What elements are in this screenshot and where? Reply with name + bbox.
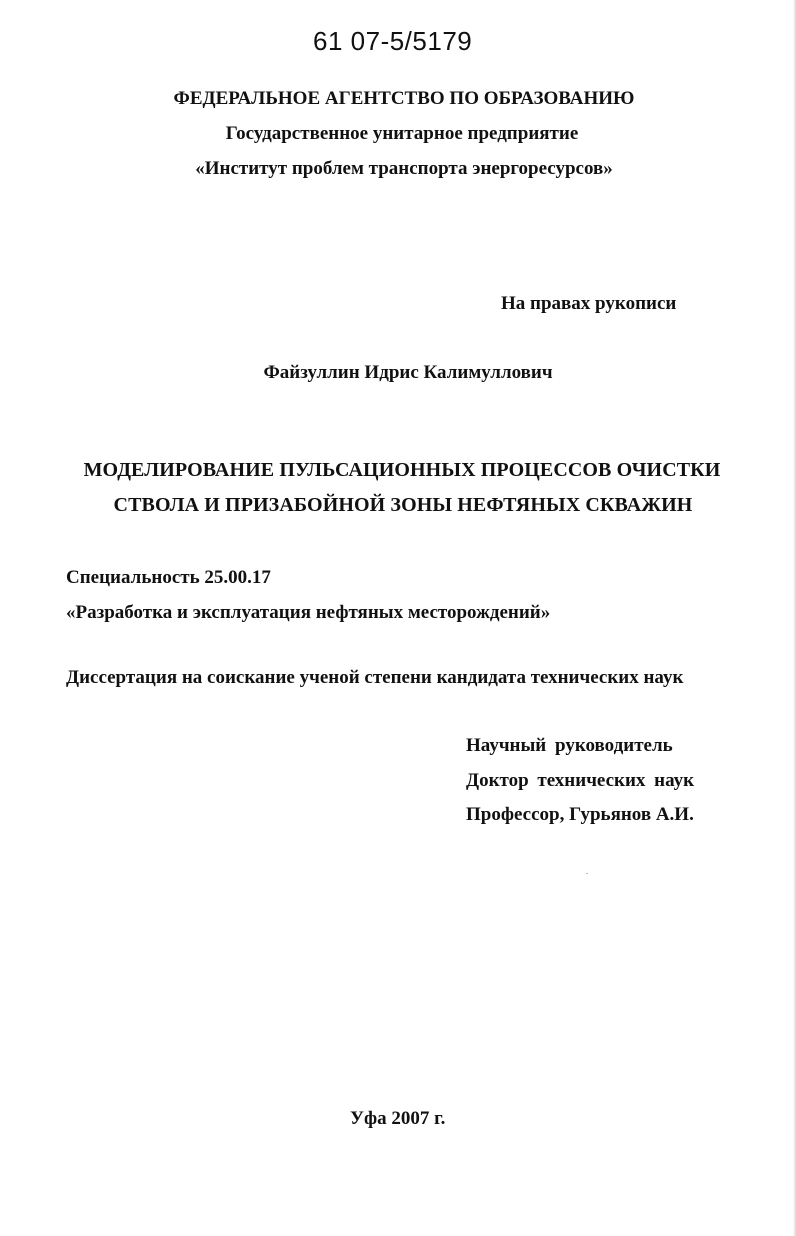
- dissertation-degree-statement: Диссертация на соискание ученой степени кандидата технических наук: [66, 667, 684, 688]
- archive-number: 61 07-5/5179: [313, 26, 473, 56]
- institute-name: «Институт проблем транспорта энергоресурсов»: [195, 158, 613, 179]
- author-name: Файзуллин Идрис Калимуллович: [263, 362, 553, 383]
- organization-type: Государственное унитарное предприятие: [225, 123, 579, 144]
- manuscript-rights-note: На правах рукописи: [501, 293, 677, 314]
- city-year-footer: Уфа 2007 г.: [350, 1108, 446, 1129]
- specialty-name: «Разработка и эксплуатация нефтяных месторождений»: [66, 602, 551, 623]
- advisor-name: Профессор, Гурьянов А.И.: [466, 804, 694, 825]
- agency-heading: ФЕДЕРАЛЬНОЕ АГЕНТСТВО ПО ОБРАЗОВАНИЮ: [173, 88, 635, 109]
- scan-speck: [586, 873, 588, 874]
- advisor-degree: Доктор технических наук: [466, 770, 695, 791]
- dissertation-title-line-2: СТВОЛА И ПРИЗАБОЙНОЙ ЗОНЫ НЕФТЯНЫХ СКВАЖИН: [113, 494, 693, 516]
- dissertation-title-line-1: МОДЕЛИРОВАНИЕ ПУЛЬСАЦИОННЫХ ПРОЦЕССОВ ОЧИСТКИ: [83, 459, 721, 481]
- specialty-code: Специальность 25.00.17: [66, 567, 271, 588]
- advisor-role: Научный руководитель: [466, 735, 673, 756]
